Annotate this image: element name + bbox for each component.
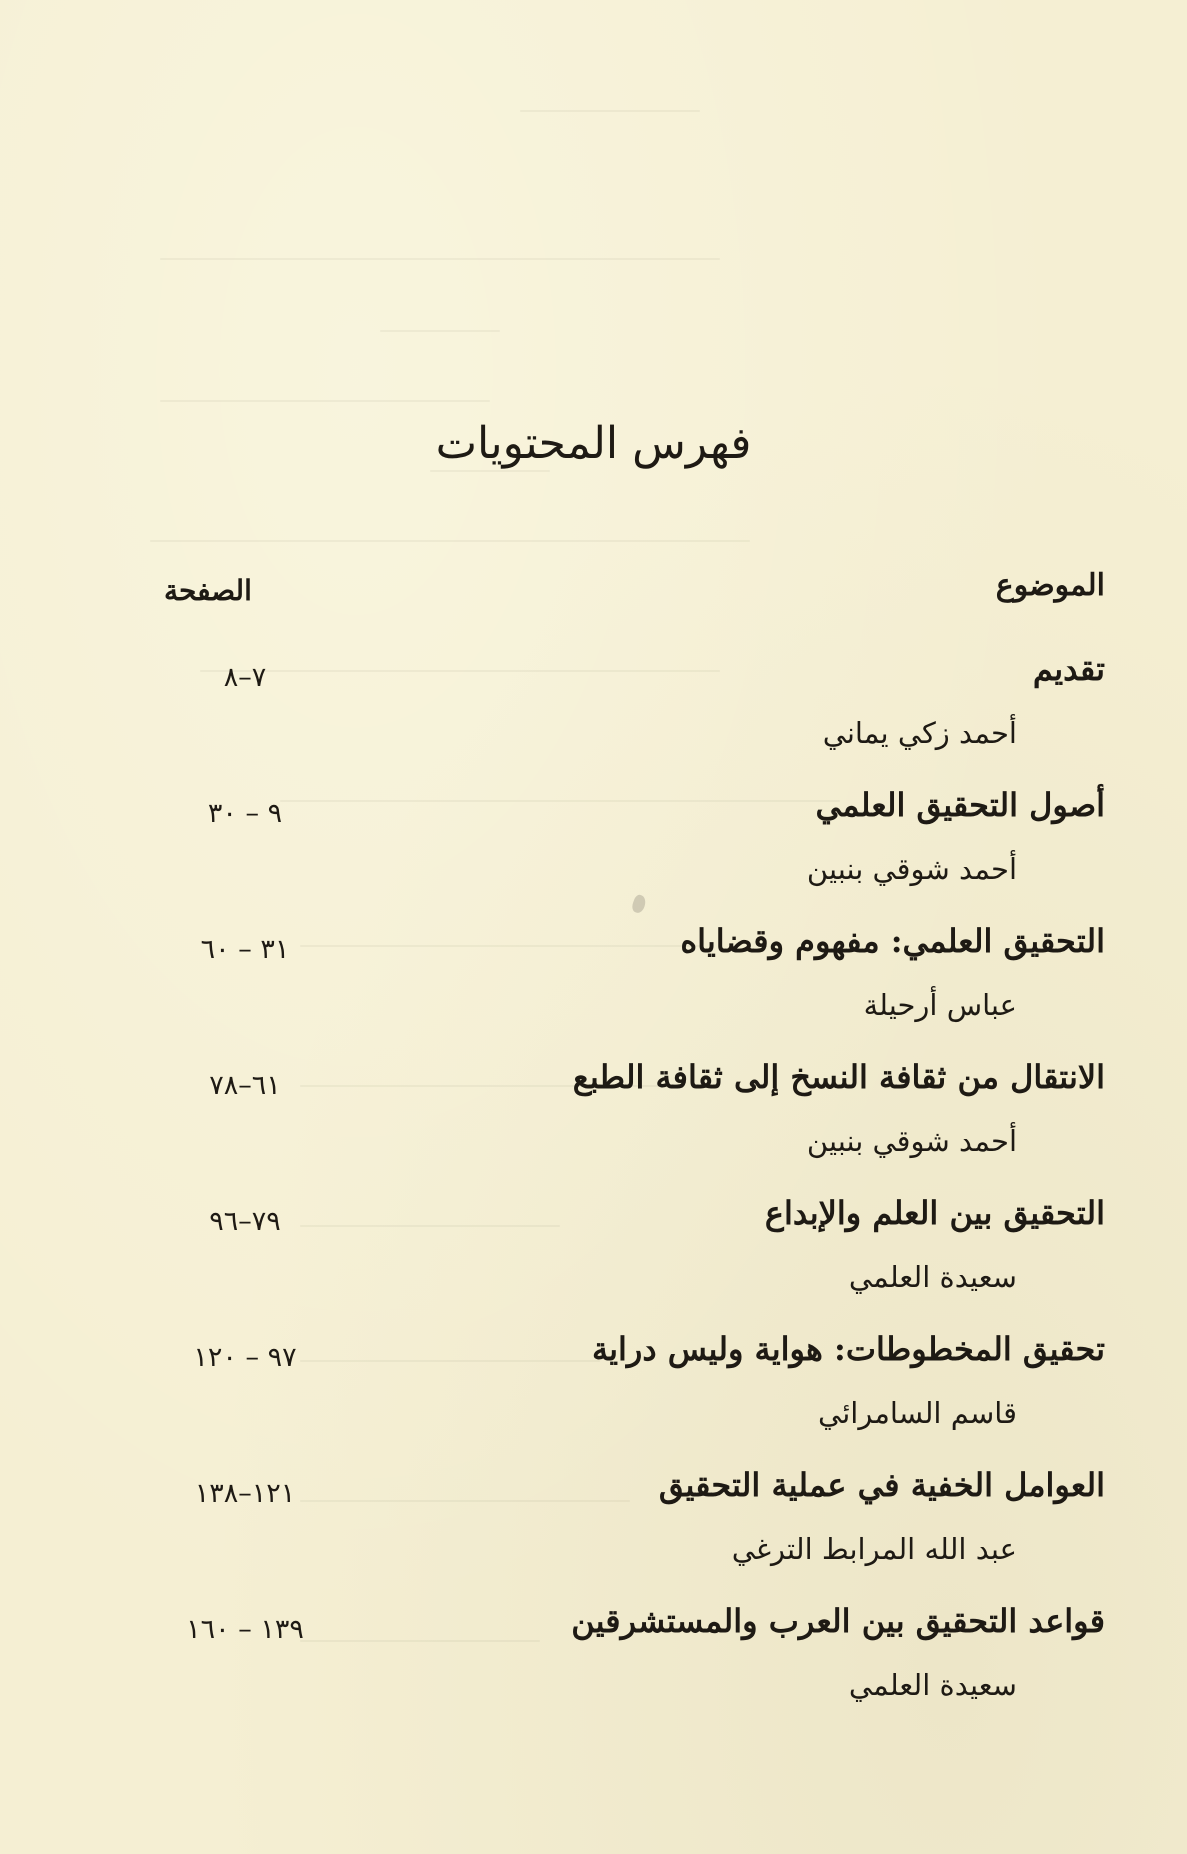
- entry-page-range: ٧٩–٩٦: [209, 1206, 281, 1237]
- entry-author: أحمد زكي يماني: [822, 716, 1017, 750]
- page-title: فهرس المحتويات: [435, 418, 752, 469]
- show-through-line: [300, 1360, 600, 1362]
- entry-author: أحمد شوقي بنبين: [806, 1124, 1017, 1158]
- entry-page-range: ٩٧ – ١٢٠: [193, 1342, 297, 1373]
- column-header-row: [150, 568, 1105, 618]
- show-through-line: [160, 400, 490, 402]
- paper-stain: [630, 893, 647, 914]
- entry-author: قاسم السامرائي: [818, 1396, 1017, 1430]
- entry-page-range: ٧–٨: [223, 662, 267, 693]
- show-through-line: [280, 800, 840, 802]
- show-through-line: [150, 540, 750, 542]
- page-column-header: الصفحة: [164, 574, 252, 607]
- entry-page-range: ٦١–٧٨: [209, 1070, 281, 1101]
- entry-author: سعيدة العلمي: [848, 1668, 1017, 1702]
- entry-page-range: ١٣٩ – ١٦٠: [186, 1614, 304, 1645]
- entry-title: التحقيق بين العلم والإبداع: [764, 1194, 1105, 1232]
- entry-title: قواعد التحقيق بين العرب والمستشرقين: [571, 1602, 1105, 1640]
- entry-author: أحمد شوقي بنبين: [806, 852, 1017, 886]
- show-through-line: [300, 945, 700, 947]
- entry-title: الانتقال من ثقافة النسخ إلى ثقافة الطبع: [572, 1058, 1105, 1096]
- show-through-line: [380, 330, 500, 332]
- topic-column-header: الموضوع: [995, 568, 1105, 603]
- entry-page-range: ١٢١–١٣٨: [194, 1478, 296, 1509]
- entry-author: عبد الله المرابط الترغي: [731, 1532, 1017, 1566]
- entry-title: التحقيق العلمي: مفهوم وقضاياه: [680, 922, 1105, 960]
- show-through-line: [430, 470, 550, 472]
- show-through-line: [300, 1500, 630, 1502]
- entry-author: عباس أرحيلة: [863, 988, 1017, 1022]
- entry-title: العوامل الخفية في عملية التحقيق: [658, 1466, 1105, 1504]
- entry-title: أصول التحقيق العلمي: [815, 786, 1105, 824]
- show-through-line: [520, 110, 700, 112]
- entry-page-range: ٩ – ٣٠: [207, 798, 283, 829]
- entry-title: تقديم: [1032, 650, 1105, 688]
- show-through-line: [160, 258, 720, 260]
- entry-title: تحقيق المخطوطات: هواية وليس دراية: [591, 1330, 1105, 1368]
- entry-page-range: ٣١ – ٦٠: [200, 934, 290, 965]
- entry-author: سعيدة العلمي: [848, 1260, 1017, 1294]
